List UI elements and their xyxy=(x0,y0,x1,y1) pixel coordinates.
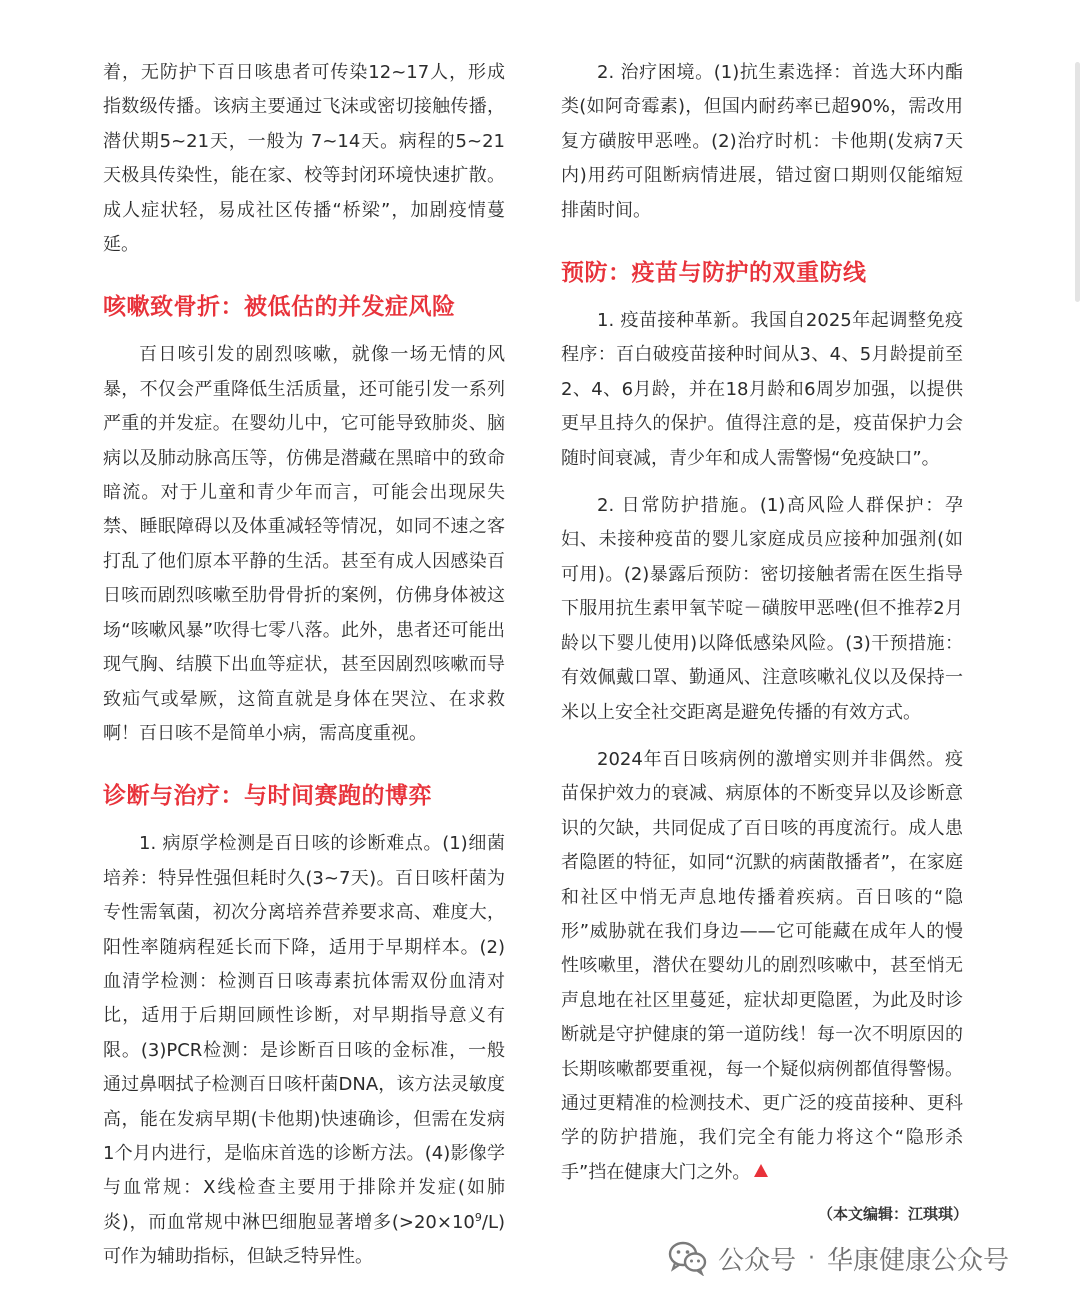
conclusion-paragraph xyxy=(561,743,963,1190)
daily-protection-paragraph: 2. 日常防护措施。(1)高风险人群保护：孕妇、未接种疫苗的婴儿家庭成员应接种加强剂(如可用)。(2)暴露后预防：密切接触者需在医生指导下服用抗生素甲氧苄啶－磺胺甲恶唑(但不推荐2月龄以下婴儿使用)以降低感染风险。(3)干预措施：有效佩戴口罩、勤通风、注意咳嗽礼仪以及保持一米以上安全社交距离是避免传播的有效方式。 xyxy=(561,495,963,723)
left-column xyxy=(103,56,505,1275)
intro-paragraph: 着，无防护下百日咳患者可传染12~17人，形成指数级传播。该病主要通过飞沫或密切接触传播，潜伏期5~21天，一般为 7~14天。病程的5~21天极具传染性，能在家、校等封闭环境快速扩散。成人症状轻，易成社区传播“桥梁”，加剧疫情蔓延。 xyxy=(103,62,505,256)
scrollbar[interactable] xyxy=(1075,62,1080,302)
exponent: 9 xyxy=(474,1210,482,1224)
red-triangle-icon xyxy=(754,1164,768,1177)
footer-separator: · xyxy=(808,1245,816,1271)
footer-account-name: 华康健康公众号 xyxy=(827,1245,1010,1276)
diagnosis-paragraph xyxy=(103,827,505,1274)
treatment-paragraph: 2. 治疗困境。(1)抗生素选择：首选大环内酯类(如阿奇霉素)，但国内耐药率已超90%，需改用复方磺胺甲恶唑。(2)治疗时机：卡他期(发病7天内)用药可阻断病情进展，错过窗口期则仅能缩短排菌时间。 xyxy=(561,62,963,221)
editor-credit: （本文编辑：江琪琪） xyxy=(817,1205,968,1223)
diagnosis-heading: 诊断与治疗：与时间赛跑的博弈 xyxy=(103,783,432,810)
watermark xyxy=(668,1236,1009,1280)
fracture-paragraph: 百日咳引发的剧烈咳嗽，就像一场无情的风暴，不仅会严重降低生活质量，还可能引发一系列严重的并发症。在婴幼儿中，它可能导致肺炎、脑病以及肺动脉高压等，仿佛是潜藏在黑暗中的致命暗流。对于儿童和青少年而言，可能会出现尿失禁、睡眠障碍以及体重减轻等情况，如同不速之客打乱了他们原本平静的生活。甚至有成人因感染百日咳而剧烈咳嗽至肋骨骨折的案例，仿佛身体被这场“咳嗽风暴”吹得七零八落。此外，患者还可能出现气胸、结膜下出血等症状，甚至因剧烈咳嗽而导致疝气或晕厥，这简直就是身体在哭泣、在求救啊！百日咳不是简单小病，需高度重视。 xyxy=(103,344,505,744)
diagnosis-text-end: /L)可作为辅助指标，但缺乏特异性。 xyxy=(103,1211,505,1268)
right-column xyxy=(561,56,963,1190)
prevention-heading: 预防：疫苗与防护的双重防线 xyxy=(561,260,867,287)
conclusion-text: 2024年百日咳病例的激增实则并非偶然。疫苗保护效力的衰减、病原体的不断变异以及诊断意识的欠缺，共同促成了百日咳的再度流行。成人患者隐匿的特征，如同“沉默的病菌散播者”，在家庭和社区中悄无声息地传播着疾病。百日咳的“隐形”威胁就在我们身边——它可能藏在成年人的慢性咳嗽里，潜伏在婴幼儿的剧烈咳嗽中，甚至悄无声息地在社区里蔓延，症状却更隐匿，为此及时诊断就是守护健康的第一道防线！每一次不明原因的长期咳嗽都要重视，每一个疑似病例都值得警惕。通过更精准的检测技术、更广泛的疫苗接种、更科学的防护措施，我们完全有能力将这个“隐形杀手”挡在健康大门之外。 xyxy=(561,748,963,1183)
diagnosis-text: 1. 病原学检测是百日咳的诊断难点。(1)细菌培养：特异性强但耗时久(3~7天)。百日咳杆菌为专性需氧菌，初次分离培养营养要求高、难度大，阳性率随病程延长而下降，适用于早期样本。(2)血清学检测：检测百日咳毒素抗体需双份血清对比，适用于后期回顾性诊断，对早期指导意义有限。(3)PCR检测：是诊断百日咳的金标准，一般通过鼻咽拭子检测百日咳杆菌DNA，该方法灵敏度高，能在发病早期(卡他期)快速确诊，但需在发病1个月内进行，是临床首选的诊断方法。(4)影像学与血常规：X线检查主要用于排除并发症(如肺炎)，而血常规中淋巴细胞显著增多(>20×10 xyxy=(103,833,505,1233)
fracture-heading: 咳嗽致骨折：被低估的并发症风险 xyxy=(103,294,456,321)
wechat-icon xyxy=(668,1240,708,1276)
vaccine-paragraph: 1. 疫苗接种革新。我国自2025年起调整免疫程序：百白破疫苗接种时间从3、4、5月龄提前至2、4、6月龄，并在18月龄和6周岁加强，以提供更早且持久的保护。值得注意的是，疫苗保护力会随时间衰减，青少年和成人需警惕“免疫缺口”。 xyxy=(561,310,963,469)
footer-label: 公众号 xyxy=(718,1245,797,1276)
